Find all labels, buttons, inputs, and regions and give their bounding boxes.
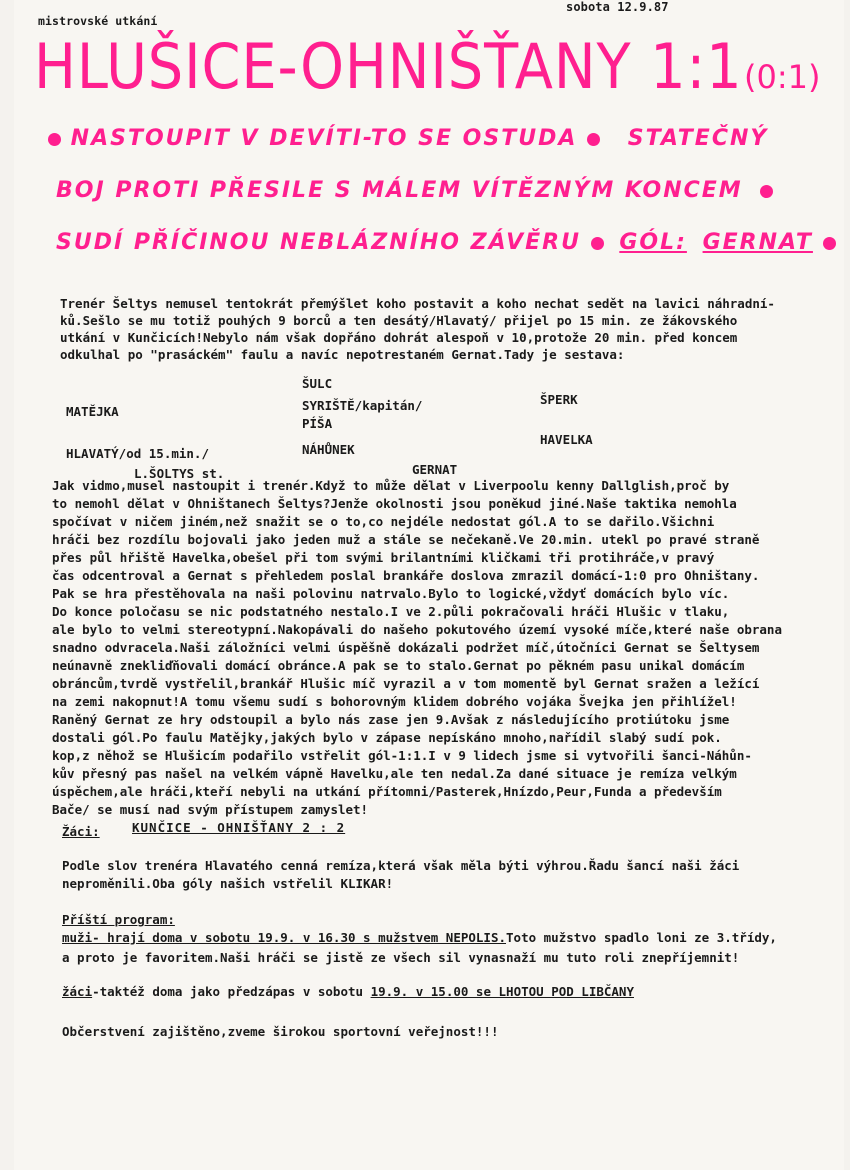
next-program-heading: Příští program:	[62, 912, 175, 927]
text-line: utkání v Kunčicích!Nebylo nám však dopřáno dohrát alespoň v 10,protože 20 min. před koncem	[60, 330, 738, 345]
closing-note: Občerstvení zajištěno,zveme širokou sportovní veřejnost!!!	[62, 1024, 499, 1039]
men-fixture-note: Toto mužstvo spadlo loni ze 3.třídy,	[506, 930, 777, 945]
goal-label: GÓL:	[619, 230, 687, 255]
text-line: ků.Sešlo se mu totiž pouhých 9 borců a ten desátý/Hlavatý/ přijel po 15 min. ze žákovského	[60, 313, 738, 328]
text-line: neúnavně znekliďňovali domácí obránce.A pak se to stalo.Gernat po pěkném pasu unikal domácím	[52, 658, 745, 673]
men-fixture-date: muži- hrají doma v sobotu 19.9. v 16.30 s mužstvem NEPOLIS.	[62, 930, 507, 945]
text-line: Trenér Šeltys nemusel tentokrát přemýšlet koho postavit a koho nechat sedět na lavici náhradní-	[60, 296, 775, 311]
handwritten-line-3	[56, 230, 836, 255]
text-line: obráncům,tvrdě vystřelil,brankář Hlušic míč vyrazil a v tom momentě byl Gernat sražen a ležící	[52, 676, 760, 691]
bullet-icon	[591, 237, 604, 250]
text-line: ale bylo to velmi stereotypní.Nakopávali do našeho pokutového území vysoké míče,které naše obrana	[52, 622, 782, 637]
text-line: Podle slov trenéra Hlavatého cenná remíza,která však měla býti výhrou.Řadu šancí naši žáci	[62, 858, 740, 873]
player-nahunek: NÁHŮNEK	[302, 442, 355, 457]
youth-match: KUNČICE - OHNIŠŤANY 2 : 2	[132, 820, 346, 835]
handwritten-text: SUDÍ PŘÍČINOU NEBLÁZNÍHO ZÁVĚRU	[56, 230, 581, 255]
text-line: kop,z něhož se Hlušicím podařilo vstřelit gól-1:1.I v 9 lidech jsme si vytvořili šanci-Náhůn-	[52, 748, 752, 763]
text-line: neproměnili.Oba góly našich vstřelil KLIKAR!	[62, 876, 394, 891]
player-sperk: ŠPERK	[540, 392, 578, 407]
headline-score: HLUŠICE-OHNIŠŤANY 1:1	[34, 30, 743, 103]
handwritten-line-1	[48, 126, 768, 151]
handwritten-line-2	[56, 178, 773, 203]
halftime-score: (0:1)	[744, 58, 821, 96]
handwritten-text: BOJ PROTI PŘESILE S MÁLEM VÍTĚZNÝM KONCEM	[56, 178, 743, 203]
text-line: čas odcentroval a Gernat s přehledem poslal brankáře doslova zmrazil domácí-1:0 pro Ohništany.	[52, 568, 760, 583]
match-headline	[34, 30, 743, 103]
text-line: kův přesný pas našel na velkém vápně Havelku,ale ten nedal.Za dané situace je remíza velkým	[52, 766, 737, 781]
goal-scorer: GERNAT	[702, 230, 813, 255]
text-line: Raněný Gernat ze hry odstoupil a bylo nás zase jen 9.Avšak z následujícího protiútoku jsme	[52, 712, 730, 727]
text-line: snadno odvracela.Naši záložníci velmi úspěšně dokázali podržet míč,útočníci Gernat se Šeltysem	[52, 640, 760, 655]
player-soltys: L.ŠOLTYS st.	[134, 466, 225, 481]
text-line: na zemi nakopnut!A tomu všemu sudí s bohorovným klidem dobrého vojáka Švejka jen přihlížel!	[52, 694, 737, 709]
men-fixture	[62, 930, 777, 945]
youth-label: Žáci:	[62, 824, 100, 839]
match-date: sobota 12.9.87	[566, 0, 669, 14]
text-line: přes půl hřiště Havelka,obešel při tom svými brilantními kličkami tři protihráče,v pravý	[52, 550, 715, 565]
text-line: Do konce poločasu se nic podstatného nestalo.I ve 2.půli pokračovali hráči Hlušic v tlaku,	[52, 604, 730, 619]
text-line: spočívat v ničem jiném,než snažit se o to,co nejdéle nedostat gól.A to se dařilo.Všichni	[52, 514, 715, 529]
player-havelka: HAVELKA	[540, 432, 593, 447]
text-line: Bače/ se musí nad svým přístupem zamyslet!	[52, 802, 369, 817]
text-line: Pak se hra přestěhovala na naši polovinu natrvalo.Bylo to logické,vždyť domácích bylo víc.	[52, 586, 730, 601]
text-line: hráči bez rozdílu bojovali jako jeden muž a stále se nečekaně.Ve 20.min. utekl po pravé straně	[52, 532, 760, 547]
handwritten-text: STATEČNÝ	[627, 126, 769, 151]
bullet-icon	[760, 185, 773, 198]
player-sulc: ŠULC	[302, 376, 333, 391]
youth-fixture-label: žáci	[62, 984, 93, 999]
text-line: úspěchem,ale hráči,kteří nebyli na utkání přítomni/Pasterek,Hnízdo,Peur,Funda a především	[52, 784, 722, 799]
text-line: Jak vidmo,musel nastoupit i trenér.Když to může dělat v Liverpoolu kenny Dallglish,proč by	[52, 478, 730, 493]
player-hlavaty: HLAVATÝ/od 15.min./	[66, 446, 209, 461]
text-line: dostali gól.Po faulu Matějky,jakých bylo v zápase nepískáno mnoho,nařídil slabý sudí pok.	[52, 730, 722, 745]
match-type-label: mistrovské utkání	[38, 14, 158, 28]
youth-fixture	[62, 984, 634, 999]
youth-fixture-text: -taktéž doma jako předzápas v sobotu	[92, 984, 364, 999]
youth-fixture-date: 19.9. v 15.00 se LHOTOU POD LIBČANY	[370, 984, 634, 999]
handwritten-text: NASTOUPIT V DEVÍTI-TO SE OSTUDA	[70, 126, 578, 151]
text-line: a proto je favoritem.Naši hráči se jistě ze všech sil vynasnaží mu tuto roli znepříjemnit!	[62, 950, 740, 965]
player-pisa: PÍŠA	[302, 416, 333, 431]
bullet-icon	[48, 133, 61, 146]
bullet-icon	[823, 237, 836, 250]
text-line: odkulhal po "prasáckém" faulu a navíc nepotrestaném Gernat.Tady je sestava:	[60, 347, 625, 362]
player-matejka: MATĚJKA	[66, 404, 119, 419]
text-line: to nemohl dělat v Ohništanech Šeltys?Jenže okolnosti jsou poněkud jiné.Naše taktika nemohla	[52, 496, 737, 511]
player-syriste: SYRIŠTĚ/kapitán/	[302, 398, 423, 413]
player-gernat: GERNAT	[412, 462, 458, 477]
bullet-icon	[587, 133, 600, 146]
